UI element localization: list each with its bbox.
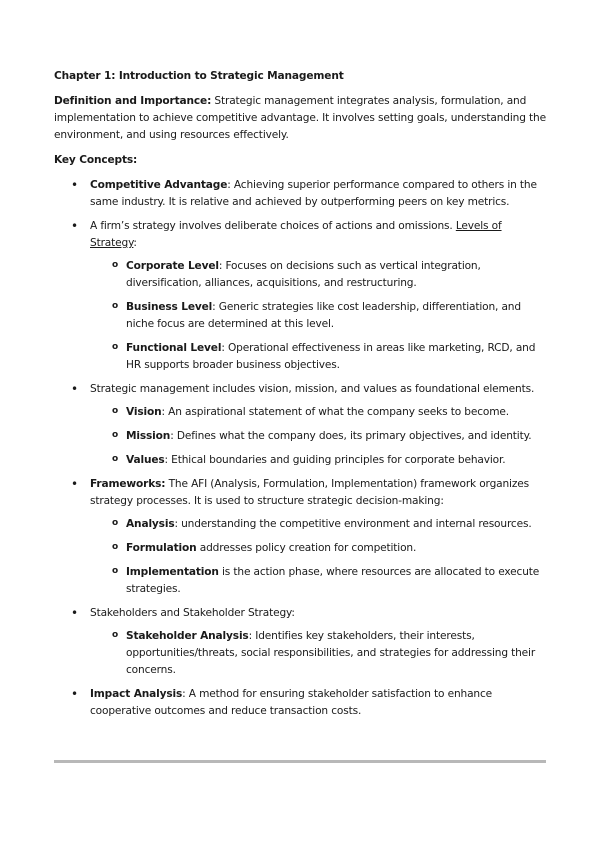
description: : A method for ensuring stakeholder satisfaction to enhance cooperative outcomes and reduce transaction costs. bbox=[90, 688, 493, 717]
term: Values bbox=[126, 454, 165, 466]
list-item bbox=[90, 340, 550, 374]
list-item bbox=[90, 564, 550, 598]
term: Competitive Advantage bbox=[90, 179, 228, 191]
foundations-list bbox=[90, 404, 550, 469]
description: : Defines what the company does, its primary objectives, and identity. bbox=[170, 430, 532, 442]
list-item bbox=[90, 428, 550, 445]
definition-text: Strategic management integrates analysis, formulation, and implementation to achieve competitive advantage. It involves setting goals, understanding the environment, and using resources effectively. bbox=[54, 95, 546, 141]
description: : An aspirational statement of what the company seeks to become. bbox=[161, 406, 509, 418]
list-item bbox=[54, 686, 550, 720]
list-item bbox=[90, 404, 550, 421]
term: Mission bbox=[126, 430, 171, 442]
suffix: : bbox=[133, 237, 137, 249]
description: Stakeholders and Stakeholder Strategy: bbox=[90, 607, 295, 619]
list-item bbox=[90, 628, 550, 679]
description: : understanding the competitive environment and internal resources. bbox=[174, 518, 532, 530]
description: : Operational effectiveness in areas like marketing, RCD, and HR supports broader business objectives. bbox=[126, 342, 536, 371]
term: Stakeholder Analysis bbox=[126, 630, 249, 642]
list-item bbox=[54, 381, 550, 469]
description: A firm’s strategy involves deliberate choices of actions and omissions. bbox=[90, 220, 456, 232]
term: Corporate Level bbox=[126, 260, 219, 272]
list-item bbox=[54, 218, 550, 374]
stakeholders-list bbox=[90, 628, 550, 679]
list-item bbox=[90, 452, 550, 469]
list-item bbox=[90, 299, 550, 333]
term: Impact Analysis bbox=[90, 688, 183, 700]
term: Implementation bbox=[126, 566, 219, 578]
list-item bbox=[90, 516, 550, 533]
footer-divider bbox=[54, 760, 546, 763]
key-concepts-heading: Key Concepts: bbox=[54, 154, 138, 166]
term: Frameworks: bbox=[90, 478, 166, 490]
frameworks-list bbox=[90, 516, 550, 598]
term: Functional Level bbox=[126, 342, 222, 354]
chapter-title: Chapter 1: Introduction to Strategic Management bbox=[54, 70, 344, 82]
description: : Identifies key stakeholders, their interests, opportunities/threats, social responsibilities, and strategies for addressing their concerns. bbox=[126, 630, 536, 676]
list-item bbox=[90, 258, 550, 292]
document-body bbox=[54, 68, 550, 727]
description: : Generic strategies like cost leadership, differentiation, and niche focus are determined at this level. bbox=[126, 301, 521, 330]
description: : Ethical boundaries and guiding principles for corporate behavior. bbox=[164, 454, 506, 466]
strategy-levels-list bbox=[90, 258, 550, 374]
description: addresses policy creation for competition. bbox=[196, 542, 417, 554]
list-item bbox=[54, 605, 550, 679]
list-item bbox=[90, 540, 550, 557]
description: : Achieving superior performance compared to others in the same industry. It is relative and achieved by outperforming peers on key metrics. bbox=[90, 179, 537, 208]
description: Strategic management includes vision, mission, and values as foundational elements. bbox=[90, 383, 535, 395]
definition-label: Definition and Importance: bbox=[54, 95, 212, 107]
concepts-list bbox=[54, 177, 550, 720]
levels-of-strategy-link[interactable]: Levels of Strategy bbox=[90, 220, 502, 249]
definition-paragraph bbox=[54, 93, 550, 144]
list-item bbox=[54, 177, 550, 211]
term: Vision bbox=[126, 406, 162, 418]
term: Formulation bbox=[126, 542, 197, 554]
list-item bbox=[54, 476, 550, 598]
term: Business Level bbox=[126, 301, 213, 313]
description: : Focuses on decisions such as vertical integration, diversification, alliances, acquisitions, and restructuring. bbox=[126, 260, 481, 289]
description: is the action phase, where resources are allocated to execute strategies. bbox=[126, 566, 540, 595]
description: The AFI (Analysis, Formulation, Implementation) framework organizes strategy processes. It is used to structure strategic decision-making: bbox=[90, 478, 529, 507]
term: Analysis bbox=[126, 518, 175, 530]
